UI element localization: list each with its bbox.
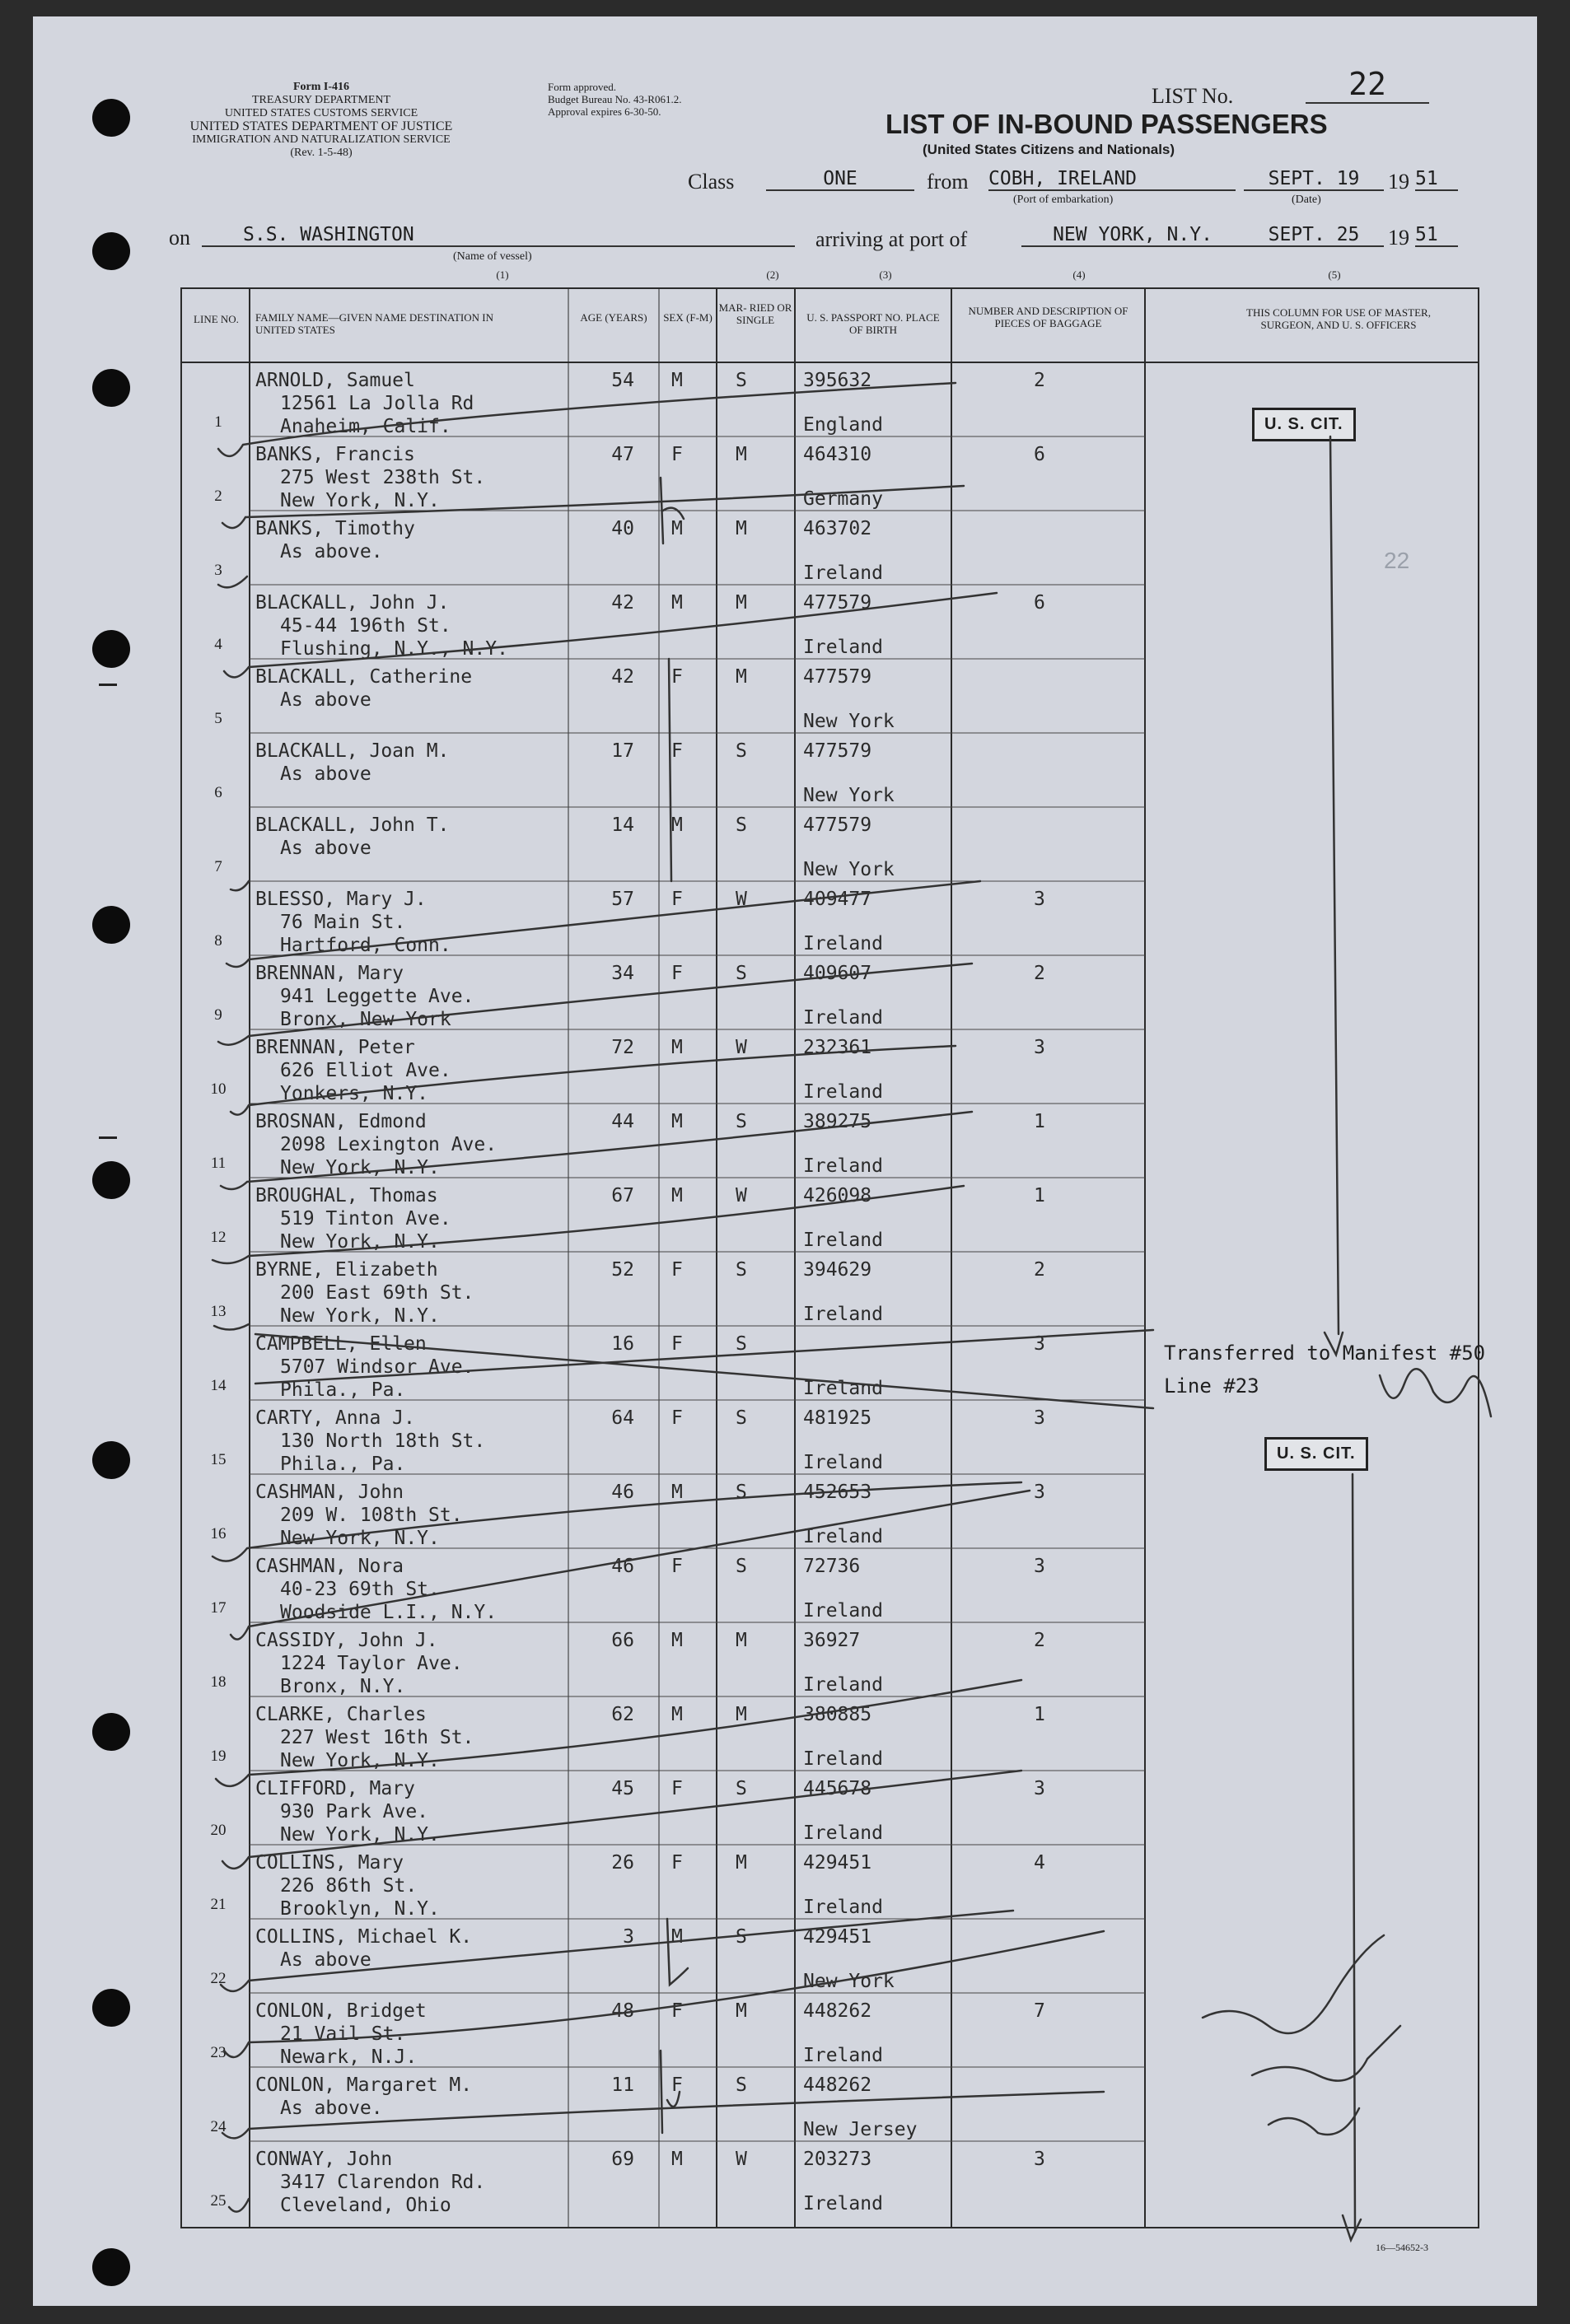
passenger-name: CASHMAN, Nora <box>255 1556 404 1577</box>
passenger-name: CASSIDY, John J. <box>255 1630 438 1651</box>
departure-year-value: 51 <box>1415 168 1458 191</box>
passport-number: 477579 <box>803 666 872 688</box>
passenger-name: CASHMAN, John <box>255 1482 404 1503</box>
passenger-address-1: 209 W. 108th St. <box>280 1505 463 1526</box>
passenger-sex: M <box>671 1111 683 1132</box>
line-number: 22 <box>210 1970 227 1987</box>
arriving-label: arriving at port of <box>815 227 968 251</box>
passport-number: 448262 <box>803 2000 872 2022</box>
passenger-name: BYRNE, Elizabeth <box>255 1259 438 1281</box>
col-header-age: AGE (YEARS) <box>580 311 647 324</box>
passenger-sex: F <box>671 444 683 465</box>
line-number: 19 <box>210 1748 227 1765</box>
passenger-marital-status: M <box>736 1704 747 1725</box>
passenger-sex: F <box>671 1333 683 1355</box>
passenger-marital-status: S <box>736 963 747 984</box>
passenger-age: 54 <box>611 370 634 391</box>
passenger-sex: F <box>671 963 683 984</box>
form-revision: (Rev. 1-5-48) <box>290 147 353 159</box>
passenger-name: BRENNAN, Peter <box>255 1037 415 1058</box>
line-number: 9 <box>214 1006 222 1024</box>
passenger-address-1: 626 Elliot Ave. <box>280 1060 451 1081</box>
place-of-birth: New York <box>803 1971 895 1992</box>
faint-list-number: 22 <box>1384 548 1410 573</box>
place-of-birth: Ireland <box>803 1304 883 1325</box>
passenger-name: BROUGHAL, Thomas <box>255 1185 438 1206</box>
baggage-count: 1 <box>1034 1185 1045 1206</box>
place-of-birth: New York <box>803 785 895 806</box>
passenger-age: 57 <box>611 889 634 910</box>
port-embarkation-caption: (Port of embarkation) <box>1013 194 1114 206</box>
passenger-address-2: New York, N.Y. <box>280 490 440 511</box>
passenger-name: COLLINS, Michael K. <box>255 1926 473 1948</box>
passenger-address-2: Phila., Pa. <box>280 1454 406 1475</box>
passenger-age: 42 <box>611 592 634 614</box>
us-citizen-stamp: U. S. CIT. <box>1264 1437 1368 1471</box>
passport-number: 389275 <box>803 1111 872 1132</box>
baggage-count: 4 <box>1034 1852 1045 1874</box>
passenger-age: 52 <box>611 1259 634 1281</box>
line-number: 18 <box>210 1673 227 1691</box>
passport-number: 426098 <box>803 1185 872 1206</box>
line-number: 7 <box>214 858 222 875</box>
passenger-marital-status: S <box>736 1333 747 1355</box>
passenger-name: CLIFFORD, Mary <box>255 1778 415 1799</box>
vessel-name-value: S.S. WASHINGTON <box>202 224 795 247</box>
place-of-birth: Ireland <box>803 1155 883 1177</box>
baggage-count: 3 <box>1034 2149 1045 2170</box>
passenger-name: BRENNAN, Mary <box>255 963 404 984</box>
transfer-line-2: Line #23 <box>1164 1374 1259 1398</box>
passenger-address-1: As above <box>280 689 371 711</box>
arrival-port-value: NEW YORK, N.Y. <box>1021 224 1244 247</box>
baggage-count: 3 <box>1034 1407 1045 1429</box>
class-label: Class <box>688 170 735 194</box>
passenger-sex: M <box>671 370 683 391</box>
arrival-date-value: SEPT. 25 <box>1244 224 1384 247</box>
passenger-address-1: 227 West 16th St. <box>280 1727 474 1748</box>
passenger-address-2: New York, N.Y. <box>280 1750 440 1771</box>
place-of-birth: Ireland <box>803 1452 883 1473</box>
baggage-count: 3 <box>1034 1482 1045 1503</box>
passenger-address-1: 130 North 18th St. <box>280 1430 486 1452</box>
passenger-age: 40 <box>611 518 634 539</box>
passenger-address-2: Bronx, N.Y. <box>280 1676 406 1697</box>
passenger-marital-status: S <box>736 1556 747 1577</box>
customs-service: UNITED STATES CUSTOMS SERVICE <box>224 107 418 119</box>
passenger-age: 17 <box>611 740 634 762</box>
document-subtitle: (United States Citizens and Nationals) <box>923 142 1175 157</box>
passenger-sex: M <box>671 814 683 836</box>
line-number: 10 <box>210 1080 227 1098</box>
passport-number: 409607 <box>803 963 872 984</box>
passenger-age: 67 <box>611 1185 634 1206</box>
col-header-baggage: NUMBER AND DESCRIPTION OF PIECES OF BAGGAGE <box>968 305 1128 329</box>
baggage-count: 6 <box>1034 592 1045 614</box>
passenger-age: 42 <box>611 666 634 688</box>
baggage-count: 3 <box>1034 889 1045 910</box>
port-embarkation-value: COBH, IRELAND <box>988 168 1236 191</box>
passenger-address-2: Brooklyn, N.Y. <box>280 1898 440 1920</box>
passenger-name: ARNOLD, Samuel <box>255 370 415 391</box>
passenger-address-1: 40-23 69th St. <box>280 1579 440 1600</box>
on-label: on <box>169 226 190 250</box>
passenger-address-2: Woodside L.I., N.Y. <box>280 1602 498 1623</box>
passenger-marital-status: S <box>736 740 747 762</box>
baggage-count: 3 <box>1034 1333 1045 1355</box>
place-of-birth: Ireland <box>803 1897 883 1918</box>
line-number: 11 <box>210 1155 227 1172</box>
ins-service: IMMIGRATION AND NATURALIZATION SERVICE <box>192 133 451 146</box>
list-no-value: 22 <box>1306 66 1429 104</box>
baggage-count: 3 <box>1034 1778 1045 1799</box>
passenger-age: 66 <box>611 1630 634 1651</box>
passenger-age: 47 <box>611 444 634 465</box>
passenger-age: 34 <box>611 963 634 984</box>
passenger-sex: F <box>671 2074 683 2096</box>
us-citizen-stamp: U. S. CIT. <box>1252 408 1356 441</box>
place-of-birth: Ireland <box>803 637 883 658</box>
place-of-birth: Ireland <box>803 1081 883 1103</box>
baggage-count: 3 <box>1034 1556 1045 1577</box>
date-caption: (Date) <box>1292 194 1321 206</box>
passport-number: 463702 <box>803 518 872 539</box>
place-of-birth: Ireland <box>803 562 883 584</box>
passport-number: 445678 <box>803 1778 872 1799</box>
passenger-address-2: Flushing, N.Y., N.Y. <box>280 638 508 660</box>
passenger-marital-status: M <box>736 666 747 688</box>
baggage-count: 2 <box>1034 963 1045 984</box>
passenger-sex: F <box>671 889 683 910</box>
line-number: 8 <box>214 932 222 950</box>
passport-number: 452653 <box>803 1482 872 1503</box>
passenger-address-1: As above <box>280 1949 371 1971</box>
approval-line-1: Form approved. <box>548 81 617 93</box>
passport-number: 481925 <box>803 1407 872 1429</box>
line-number: 14 <box>210 1377 227 1394</box>
passenger-address-1: 21 Vail St. <box>280 2023 406 2045</box>
list-no-label: LIST No. <box>1152 84 1234 108</box>
passenger-address-1: 275 West 238th St. <box>280 467 486 488</box>
passenger-address-1: 226 86th St. <box>280 1875 418 1897</box>
document-title: LIST OF IN-BOUND PASSENGERS <box>885 109 1328 139</box>
passenger-age: 72 <box>611 1037 634 1058</box>
passenger-address-2: New York, N.Y. <box>280 1528 440 1549</box>
passenger-address-2: Anaheim, Calif. <box>280 416 451 437</box>
passenger-address-2: Newark, N.J. <box>280 2046 418 2068</box>
passenger-marital-status: S <box>736 370 747 391</box>
passenger-sex: M <box>671 1630 683 1651</box>
passenger-name: CONLON, Margaret M. <box>255 2074 473 2096</box>
passenger-age: 62 <box>611 1704 634 1725</box>
passport-number: 36927 <box>803 1630 861 1651</box>
passenger-age: 46 <box>611 1482 634 1503</box>
passport-number: 429451 <box>803 1926 872 1948</box>
vessel-caption: (Name of vessel) <box>453 250 532 263</box>
place-of-birth: Ireland <box>803 933 883 954</box>
departure-year-prefix: 19 <box>1388 170 1409 194</box>
passenger-sex: F <box>671 1259 683 1281</box>
arrival-year-prefix: 19 <box>1388 226 1409 250</box>
passenger-age: 46 <box>611 1556 634 1577</box>
passenger-sex: F <box>671 1407 683 1429</box>
from-label: from <box>927 170 969 194</box>
col-header-passport: U. S. PASSPORT NO. PLACE OF BIRTH <box>806 311 940 336</box>
passenger-sex: F <box>671 740 683 762</box>
passport-number: 429451 <box>803 1852 872 1874</box>
passenger-address-2: Bronx, New York <box>280 1009 451 1030</box>
passenger-address-1: As above <box>280 838 371 859</box>
passenger-sex: F <box>671 2000 683 2022</box>
passenger-address-2: Cleveland, Ohio <box>280 2195 451 2216</box>
place-of-birth: New York <box>803 711 895 732</box>
passenger-sex: M <box>671 1037 683 1058</box>
passport-number: 380885 <box>803 1704 872 1725</box>
passenger-sex: F <box>671 1556 683 1577</box>
passenger-name: BROSNAN, Edmond <box>255 1111 427 1132</box>
place-of-birth: Germany <box>803 488 883 510</box>
place-of-birth: Ireland <box>803 1674 883 1696</box>
passenger-address-1: 45-44 196th St. <box>280 615 451 637</box>
col-header-sex: SEX (F-M) <box>663 311 713 324</box>
line-number: 25 <box>210 2192 227 2210</box>
place-of-birth: Ireland <box>803 1822 883 1844</box>
place-of-birth: Ireland <box>803 1526 883 1547</box>
place-of-birth: Ireland <box>803 1748 883 1770</box>
passenger-address-2: New York, N.Y. <box>280 1824 440 1846</box>
place-of-birth: Ireland <box>803 1007 883 1029</box>
col-number-3: (3) <box>879 268 892 281</box>
passenger-address-1: 3417 Clarendon Rd. <box>280 2172 486 2193</box>
passenger-name: COLLINS, Mary <box>255 1852 404 1874</box>
passenger-name: CONWAY, John <box>255 2149 393 2170</box>
line-number: 6 <box>214 784 222 801</box>
passenger-address-2: Yonkers, N.Y. <box>280 1083 429 1104</box>
class-value: ONE <box>766 168 914 191</box>
passenger-marital-status: M <box>736 592 747 614</box>
passenger-marital-status: S <box>736 1259 747 1281</box>
line-number: 24 <box>210 2118 227 2135</box>
passport-number: 203273 <box>803 2149 872 2170</box>
passenger-address-1: 12561 La Jolla Rd <box>280 393 474 414</box>
passenger-age: 45 <box>611 1778 634 1799</box>
passenger-name: CARTY, Anna J. <box>255 1407 415 1429</box>
passport-number: 232361 <box>803 1037 872 1058</box>
passenger-name: BLACKALL, John J. <box>255 592 450 614</box>
place-of-birth: Ireland <box>803 2045 883 2066</box>
place-of-birth: Ireland <box>803 1230 883 1251</box>
passenger-address-1: As above. <box>280 541 383 562</box>
passenger-name: BLACKALL, John T. <box>255 814 450 836</box>
line-number: 21 <box>210 1896 227 1913</box>
passenger-marital-status: S <box>736 814 747 836</box>
passenger-marital-status: S <box>736 1778 747 1799</box>
line-number: 17 <box>210 1599 227 1617</box>
passenger-marital-status: M <box>736 518 747 539</box>
passenger-address-2: New York, N.Y. <box>280 1157 440 1178</box>
passenger-address-1: 5707 Windsor Ave. <box>280 1356 474 1378</box>
passenger-marital-status: W <box>736 2149 747 2170</box>
passenger-name: BLACKALL, Catherine <box>255 666 473 688</box>
passenger-name: BLESSO, Mary J. <box>255 889 427 910</box>
place-of-birth: New York <box>803 859 895 880</box>
passenger-name: BANKS, Francis <box>255 444 415 465</box>
col-header-name: FAMILY NAME—GIVEN NAME DESTINATION IN UNITED STATES <box>255 311 494 336</box>
passenger-sex: F <box>671 666 683 688</box>
passenger-sex: M <box>671 518 683 539</box>
line-number: 1 <box>214 413 222 431</box>
approval-line-3: Approval expires 6-30-50. <box>548 105 661 118</box>
place-of-birth: New Jersey <box>803 2119 918 2140</box>
passport-number: 448262 <box>803 2074 872 2096</box>
passenger-marital-status: M <box>736 1630 747 1651</box>
passenger-address-1: As above. <box>280 2098 383 2119</box>
passenger-name: CONLON, Bridget <box>255 2000 427 2022</box>
passenger-age: 11 <box>611 2074 634 2096</box>
passenger-address-2: New York, N.Y. <box>280 1305 440 1327</box>
baggage-count: 7 <box>1034 2000 1045 2022</box>
passenger-sex: M <box>671 2149 683 2170</box>
form-number: Form I-416 <box>292 81 350 93</box>
departure-date-value: SEPT. 19 <box>1244 168 1384 191</box>
passenger-sex: M <box>671 1482 683 1503</box>
passenger-address-2: Phila., Pa. <box>280 1379 406 1401</box>
arrival-year-value: 51 <box>1415 224 1458 247</box>
passenger-marital-status: M <box>736 2000 747 2022</box>
line-number: 20 <box>210 1822 227 1839</box>
transfer-line-1: Transferred to Manifest #50 <box>1164 1342 1486 1365</box>
passport-number: 394629 <box>803 1259 872 1281</box>
passenger-address-1: 930 Park Ave. <box>280 1801 429 1822</box>
passenger-address-1: 2098 Lexington Ave. <box>280 1134 498 1155</box>
line-number: 3 <box>214 562 222 579</box>
passenger-sex: M <box>671 1704 683 1725</box>
col-number-2: (2) <box>766 268 779 281</box>
passenger-age: 14 <box>611 814 634 836</box>
passenger-sex: M <box>671 1926 683 1948</box>
baggage-count: 2 <box>1034 370 1045 391</box>
passenger-sex: M <box>671 592 683 614</box>
passenger-address-1: 200 East 69th St. <box>280 1282 474 1304</box>
passenger-marital-status: S <box>736 1482 747 1503</box>
place-of-birth: Ireland <box>803 1378 883 1399</box>
baggage-count: 1 <box>1034 1704 1045 1725</box>
place-of-birth: Ireland <box>803 2193 883 2214</box>
baggage-count: 2 <box>1034 1630 1045 1651</box>
passenger-address-2: Hartford, Conn. <box>280 935 451 956</box>
line-number: 5 <box>214 710 222 727</box>
passenger-marital-status: W <box>736 1185 747 1206</box>
col-number-5: (5) <box>1328 268 1341 281</box>
passenger-name: BANKS, Timothy <box>255 518 415 539</box>
passenger-age: 3 <box>623 1926 634 1948</box>
passenger-age: 16 <box>611 1333 634 1355</box>
passenger-address-1: 76 Main St. <box>280 912 406 933</box>
passenger-marital-status: S <box>736 1111 747 1132</box>
line-number: 12 <box>210 1229 227 1246</box>
passenger-age: 26 <box>611 1852 634 1874</box>
passenger-age: 44 <box>611 1111 634 1132</box>
line-number: 13 <box>210 1303 227 1320</box>
place-of-birth: Ireland <box>803 1600 883 1622</box>
passenger-marital-status: W <box>736 1037 747 1058</box>
passenger-address-1: 1224 Taylor Ave. <box>280 1653 463 1674</box>
passenger-marital-status: M <box>736 444 747 465</box>
passport-number: 464310 <box>803 444 872 465</box>
passenger-address-1: 941 Leggette Ave. <box>280 986 474 1007</box>
passenger-name: CLARKE, Charles <box>255 1704 427 1725</box>
passenger-marital-status: S <box>736 2074 747 2096</box>
passenger-marital-status: M <box>736 1852 747 1874</box>
col-header-officers: THIS COLUMN FOR USE OF MASTER, SURGEON, AND U. S. OFFICERS <box>1246 306 1431 331</box>
line-number: 23 <box>210 2044 227 2061</box>
passenger-age: 64 <box>611 1407 634 1429</box>
passport-number: 72736 <box>803 1556 861 1577</box>
passenger-address-1: As above <box>280 763 371 785</box>
passport-number: 409477 <box>803 889 872 910</box>
baggage-count: 1 <box>1034 1111 1045 1132</box>
passenger-sex: F <box>671 1778 683 1799</box>
col-header-married: MAR- RIED OR SINGLE <box>718 301 792 326</box>
baggage-count: 2 <box>1034 1259 1045 1281</box>
passenger-address-1: 519 Tinton Ave. <box>280 1208 451 1230</box>
col-number-4: (4) <box>1072 268 1086 281</box>
form-print-code: 16—54652-3 <box>1376 2242 1428 2253</box>
place-of-birth: England <box>803 414 883 436</box>
passenger-marital-status: W <box>736 889 747 910</box>
passenger-address-2: New York, N.Y. <box>280 1231 440 1253</box>
line-number: 2 <box>214 488 222 505</box>
passenger-age: 69 <box>611 2149 634 2170</box>
passport-number: 395632 <box>803 370 872 391</box>
passport-number: 477579 <box>803 740 872 762</box>
passenger-marital-status: S <box>736 1407 747 1429</box>
passenger-name: BLACKALL, Joan M. <box>255 740 450 762</box>
treasury-dept: TREASURY DEPARTMENT <box>251 94 391 106</box>
passenger-sex: F <box>671 1852 683 1874</box>
passport-number: 477579 <box>803 814 872 836</box>
line-number: 16 <box>210 1525 227 1542</box>
passenger-sex: M <box>671 1185 683 1206</box>
manifest-sheet <box>33 16 1537 2306</box>
baggage-count: 3 <box>1034 1037 1045 1058</box>
handwritten-checkmarks <box>33 16 1537 2306</box>
justice-dept: UNITED STATES DEPARTMENT OF JUSTICE <box>189 119 453 133</box>
approval-line-2: Budget Bureau No. 43-R061.2. <box>548 93 682 105</box>
passenger-marital-status: S <box>736 1926 747 1948</box>
line-number: 4 <box>214 636 222 653</box>
col-header-line: LINE NO. <box>194 313 239 325</box>
col-number-1: (1) <box>496 268 509 281</box>
passenger-age: 48 <box>611 2000 634 2022</box>
baggage-count: 6 <box>1034 444 1045 465</box>
passenger-name: CAMPBELL, Ellen <box>255 1333 427 1355</box>
line-number: 15 <box>210 1451 227 1468</box>
passport-number: 477579 <box>803 592 872 614</box>
